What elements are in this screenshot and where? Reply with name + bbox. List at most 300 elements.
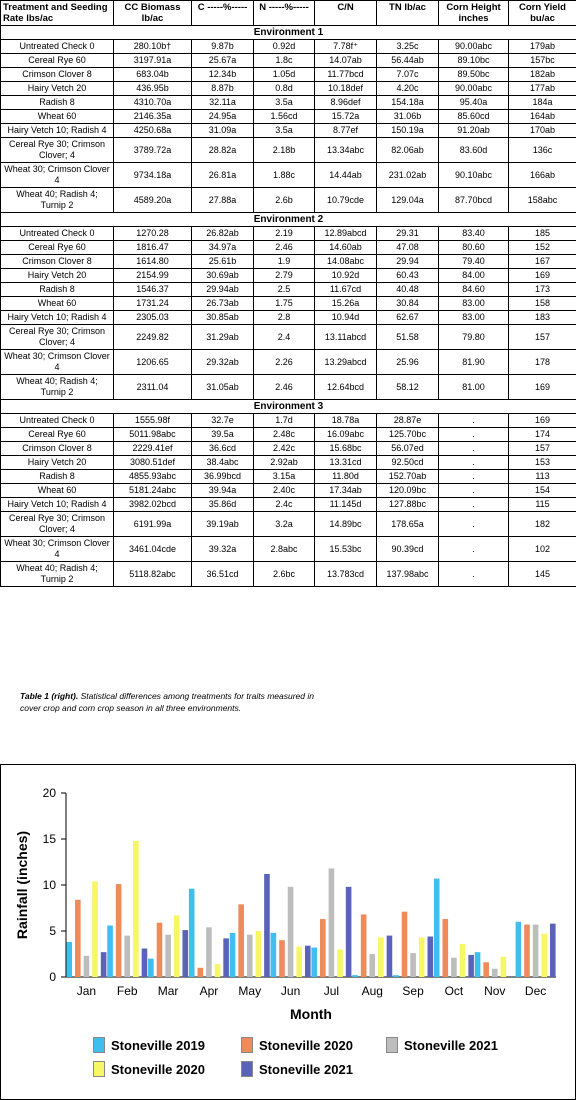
value-cell: 0.8d (254, 82, 315, 96)
value-cell: 4589.20a (114, 188, 192, 213)
table-row (1, 414, 576, 428)
value-cell: . (439, 498, 509, 512)
value-cell: 10.79cde (315, 188, 377, 213)
value-cell: 13.29abcd (315, 350, 377, 375)
value-cell: 62.67 (377, 311, 439, 325)
y-tick-label: 5 (49, 924, 56, 938)
value-cell: 31.06b (377, 110, 439, 124)
value-cell: 15.26a (315, 297, 377, 311)
bar (410, 953, 416, 977)
bar (107, 925, 113, 977)
value-cell: 154 (509, 484, 576, 498)
bar (230, 933, 236, 977)
bar (305, 946, 311, 977)
treatment-cell: Wheat 60 (1, 110, 114, 124)
treatment-cell: Wheat 30; Crimson Clover 4 (1, 350, 114, 375)
bar (443, 919, 449, 977)
bar (378, 937, 384, 977)
y-axis-label: Rainfall (inches) (14, 830, 30, 940)
table-row (1, 188, 576, 213)
value-cell: 34.97a (192, 241, 254, 255)
value-cell: 13.11abcd (315, 325, 377, 350)
treatment-cell: Wheat 40; Radish 4; Turnip 2 (1, 188, 114, 213)
value-cell: 13.34abc (315, 138, 377, 163)
treatment-cell: Wheat 60 (1, 484, 114, 498)
value-cell: 4.20c (377, 82, 439, 96)
value-cell: 32.7e (192, 414, 254, 428)
value-cell: 39.19ab (192, 512, 254, 537)
x-tick-label: Sep (402, 984, 424, 998)
treatment-cell: Cereal Rye 30; Crimson Clover; 4 (1, 512, 114, 537)
treatment-cell: Untreated Check 0 (1, 40, 114, 54)
value-cell: 27.88a (192, 188, 254, 213)
value-cell: 5181.24abc (114, 484, 192, 498)
value-cell: 2.79 (254, 269, 315, 283)
bar (264, 874, 270, 977)
table-row (1, 442, 576, 456)
bar (451, 958, 457, 977)
value-cell: 3982.02bcd (114, 498, 192, 512)
table-body (1, 26, 576, 587)
value-cell: 1.88c (254, 163, 315, 188)
value-cell: 2.19 (254, 227, 315, 241)
environment-header-row (1, 213, 576, 227)
value-cell: 47.08 (377, 241, 439, 255)
value-cell: 10.92d (315, 269, 377, 283)
legend-swatch (93, 1037, 105, 1053)
value-cell: 2.4c (254, 498, 315, 512)
value-cell: 5011.98abc (114, 428, 192, 442)
treatment-cell: Radish 8 (1, 283, 114, 297)
value-cell: 183 (509, 311, 576, 325)
treatment-cell: Cereal Rye 60 (1, 241, 114, 255)
value-cell: 436.95b (114, 82, 192, 96)
value-cell: 158abc (509, 188, 576, 213)
legend-item (386, 1037, 498, 1053)
legend-item (241, 1037, 353, 1053)
value-cell: 8.96def (315, 96, 377, 110)
bar (165, 935, 171, 977)
value-cell: 174 (509, 428, 576, 442)
value-cell: 184a (509, 96, 576, 110)
x-tick-label: Mar (157, 984, 179, 998)
value-cell: 36.6cd (192, 442, 254, 456)
value-cell: 2305.03 (114, 311, 192, 325)
value-cell: 12.89abcd (315, 227, 377, 241)
value-cell: 29.94 (377, 255, 439, 269)
value-cell: 26.82ab (192, 227, 254, 241)
bar (271, 933, 277, 977)
value-cell: 30.85ab (192, 311, 254, 325)
bar (393, 975, 399, 977)
table-row (1, 325, 576, 350)
value-cell: 31.09a (192, 124, 254, 138)
value-cell: 14.07ab (315, 54, 377, 68)
bar (296, 947, 302, 977)
y-tick-label: 10 (42, 878, 56, 892)
table-row (1, 124, 576, 138)
treatment-cell: Wheat 40; Radish 4; Turnip 2 (1, 375, 114, 400)
table-row (1, 40, 576, 54)
value-cell: 58.12 (377, 375, 439, 400)
legend-swatch (241, 1061, 253, 1077)
value-cell: 40.48 (377, 283, 439, 297)
value-cell: 31.29ab (192, 325, 254, 350)
x-tick-label: Oct (444, 984, 464, 998)
value-cell: 10.94d (315, 311, 377, 325)
value-cell: 17.34ab (315, 484, 377, 498)
value-cell: 102 (509, 537, 576, 562)
value-cell: 154.18a (377, 96, 439, 110)
value-cell: 11.67cd (315, 283, 377, 297)
value-cell: . (439, 562, 509, 587)
bar (346, 887, 352, 977)
value-cell: 89.10bc (439, 54, 509, 68)
bar (66, 942, 72, 977)
value-cell: 177ab (509, 82, 576, 96)
bar (182, 930, 188, 977)
value-cell: 2311.04 (114, 375, 192, 400)
value-cell: 60.43 (377, 269, 439, 283)
value-cell: 2.26 (254, 350, 315, 375)
value-cell: 1546.37 (114, 283, 192, 297)
x-tick-label: Apr (199, 984, 219, 998)
treatment-cell: Cereal Rye 30; Crimson Clover; 4 (1, 325, 114, 350)
value-cell: 31.05ab (192, 375, 254, 400)
value-cell: 150.19a (377, 124, 439, 138)
treatment-cell: Crimson Clover 8 (1, 255, 114, 269)
value-cell: 113 (509, 470, 576, 484)
bar (524, 925, 530, 977)
value-cell: 2.46 (254, 241, 315, 255)
bar (238, 904, 244, 977)
value-cell: 9.87b (192, 40, 254, 54)
header-n: N -----%----- (254, 1, 315, 26)
environment-title: Environment 1 (1, 26, 576, 40)
bar (133, 841, 139, 977)
value-cell: 4855.93abc (114, 470, 192, 484)
value-cell: . (439, 428, 509, 442)
bar (329, 868, 335, 977)
value-cell: 56.44ab (377, 54, 439, 68)
value-cell: 83.40 (439, 227, 509, 241)
value-cell: 2.48c (254, 428, 315, 442)
table-row (1, 283, 576, 297)
value-cell: 1614.80 (114, 255, 192, 269)
table-row (1, 484, 576, 498)
treatment-cell: Untreated Check 0 (1, 227, 114, 241)
bar (475, 952, 481, 977)
value-cell: 24.95a (192, 110, 254, 124)
header-c: C -----%----- (192, 1, 254, 26)
header-cc-biomass: CC Biomass lb/ac (114, 1, 192, 26)
bar (223, 938, 229, 977)
value-cell: 32.11a (192, 96, 254, 110)
value-cell: 179ab (509, 40, 576, 54)
x-tick-label: Feb (116, 984, 138, 998)
value-cell: 167 (509, 255, 576, 269)
table-row (1, 227, 576, 241)
value-cell: 15.68bc (315, 442, 377, 456)
value-cell: 1.75 (254, 297, 315, 311)
x-tick-label: Jul (323, 984, 340, 998)
x-axis-label: Month (290, 1006, 332, 1022)
legend-label: Stoneville 2020 (111, 1061, 205, 1077)
value-cell: 137.98abc (377, 562, 439, 587)
treatment-cell: Cereal Rye 60 (1, 54, 114, 68)
bar (92, 881, 98, 977)
value-cell: 38.4abc (192, 456, 254, 470)
value-cell: 90.10abc (439, 163, 509, 188)
bar (533, 925, 539, 977)
value-cell: 157 (509, 325, 576, 350)
bar (501, 957, 507, 977)
bar (320, 919, 326, 977)
value-cell: 178 (509, 350, 576, 375)
value-cell: 2.42c (254, 442, 315, 456)
chart-legend (1, 1025, 575, 1085)
value-cell: 3080.51def (114, 456, 192, 470)
bar (174, 915, 180, 977)
value-cell: 83.00 (439, 311, 509, 325)
value-cell: 2.92ab (254, 456, 315, 470)
bar (124, 936, 130, 977)
value-cell: 26.73ab (192, 297, 254, 311)
value-cell: 152.70ab (377, 470, 439, 484)
table-row (1, 82, 576, 96)
value-cell: 145 (509, 562, 576, 587)
value-cell: 153 (509, 456, 576, 470)
value-cell: 56.07ed (377, 442, 439, 456)
value-cell: 91.20ab (439, 124, 509, 138)
bar (434, 879, 440, 977)
value-cell: 115 (509, 498, 576, 512)
value-cell: 2.6b (254, 188, 315, 213)
bar (247, 935, 253, 977)
table-row (1, 241, 576, 255)
value-cell: 14.60ab (315, 241, 377, 255)
treatment-cell: Cereal Rye 60 (1, 428, 114, 442)
value-cell: 3.5a (254, 96, 315, 110)
value-cell: 85.60cd (439, 110, 509, 124)
value-cell: 14.89bc (315, 512, 377, 537)
bar (142, 948, 148, 977)
bar (516, 922, 522, 977)
value-cell: 7.07c (377, 68, 439, 82)
value-cell: 1206.65 (114, 350, 192, 375)
value-cell: 1270.28 (114, 227, 192, 241)
value-cell: 3.2a (254, 512, 315, 537)
table-row (1, 512, 576, 537)
value-cell: 35.86d (192, 498, 254, 512)
legend-label: Stoneville 2021 (404, 1037, 498, 1053)
value-cell: 127.88bc (377, 498, 439, 512)
treatment-cell: Cereal Rye 30; Crimson Clover; 4 (1, 138, 114, 163)
value-cell: 14.08abc (315, 255, 377, 269)
value-cell: 13.31cd (315, 456, 377, 470)
value-cell: 152 (509, 241, 576, 255)
table-row (1, 428, 576, 442)
legend-label: Stoneville 2019 (111, 1037, 205, 1053)
value-cell: 170ab (509, 124, 576, 138)
legend-label: Stoneville 2020 (259, 1037, 353, 1053)
legend-swatch (386, 1037, 398, 1053)
bar (483, 962, 489, 977)
value-cell: 81.00 (439, 375, 509, 400)
value-cell: 5118.82abc (114, 562, 192, 587)
value-cell: 169 (509, 375, 576, 400)
bar (427, 937, 433, 977)
value-cell: 90.00abc (439, 40, 509, 54)
y-tick-label: 0 (49, 970, 56, 984)
header-corn-height: Corn Height inches (439, 1, 509, 26)
value-cell: . (439, 456, 509, 470)
y-tick-label: 15 (42, 832, 56, 846)
bar (468, 955, 474, 977)
value-cell: 1.56cd (254, 110, 315, 124)
treatment-cell: Hairy Vetch 20 (1, 82, 114, 96)
table-row (1, 110, 576, 124)
value-cell: 90.39cd (377, 537, 439, 562)
value-cell: 2.5 (254, 283, 315, 297)
bar (288, 887, 294, 977)
value-cell: 3.5a (254, 124, 315, 138)
treatment-cell: Hairy Vetch 10; Radish 4 (1, 124, 114, 138)
value-cell: 4310.70a (114, 96, 192, 110)
x-tick-label: Jun (280, 984, 301, 998)
value-cell: 87.70bcd (439, 188, 509, 213)
bar (206, 927, 212, 977)
value-cell: 84.60 (439, 283, 509, 297)
value-cell: 166ab (509, 163, 576, 188)
value-cell: 7.78f⁺ (315, 40, 377, 54)
value-cell: 8.77ef (315, 124, 377, 138)
bar (189, 889, 195, 977)
bar (460, 944, 466, 977)
bar (352, 975, 358, 977)
value-cell: 16.09abc (315, 428, 377, 442)
table-row (1, 562, 576, 587)
value-cell: 29.94ab (192, 283, 254, 297)
value-cell: 2229.41ef (114, 442, 192, 456)
value-cell: 1.8c (254, 54, 315, 68)
value-cell: 2154.99 (114, 269, 192, 283)
value-cell: 157 (509, 442, 576, 456)
value-cell: 2.40c (254, 484, 315, 498)
treatment-cell: Hairy Vetch 10; Radish 4 (1, 498, 114, 512)
legend-item (241, 1061, 353, 1077)
value-cell: 280.10b† (114, 40, 192, 54)
value-cell: 25.67a (192, 54, 254, 68)
value-cell: 90.00abc (439, 82, 509, 96)
value-cell: 36.99bcd (192, 470, 254, 484)
value-cell: . (439, 470, 509, 484)
value-cell: 29.31 (377, 227, 439, 241)
treatment-cell: Crimson Clover 8 (1, 68, 114, 82)
treatment-cell: Wheat 30; Crimson Clover 4 (1, 163, 114, 188)
value-cell: . (439, 537, 509, 562)
bar (198, 968, 204, 977)
table-row (1, 54, 576, 68)
treatment-cell: Wheat 40; Radish 4; Turnip 2 (1, 562, 114, 587)
table-row (1, 498, 576, 512)
value-cell: 25.61b (192, 255, 254, 269)
legend-item (93, 1037, 205, 1053)
value-cell: 3789.72a (114, 138, 192, 163)
x-tick-label: Jan (76, 984, 97, 998)
value-cell: 683.04b (114, 68, 192, 82)
value-cell: 1816.47 (114, 241, 192, 255)
value-cell: 2.8 (254, 311, 315, 325)
value-cell: 1.9 (254, 255, 315, 269)
table-row (1, 297, 576, 311)
value-cell: 169 (509, 414, 576, 428)
bar (157, 923, 163, 977)
value-cell: 30.69ab (192, 269, 254, 283)
value-cell: 84.00 (439, 269, 509, 283)
environment-header-row (1, 400, 576, 414)
value-cell: 11.80d (315, 470, 377, 484)
bar (75, 900, 81, 977)
x-tick-label: Dec (524, 984, 547, 998)
value-cell: 0.92d (254, 40, 315, 54)
bar (84, 956, 90, 977)
caption-text: Statistical differences among treatments for traits measured in cover crop and corn crop season in all three environments. (20, 691, 314, 713)
value-cell: 30.84 (377, 297, 439, 311)
value-cell: 39.5a (192, 428, 254, 442)
bar (361, 914, 367, 977)
table-row (1, 68, 576, 82)
value-cell: 15.53bc (315, 537, 377, 562)
bar (101, 952, 107, 977)
value-cell: 8.87b (192, 82, 254, 96)
value-cell: . (439, 442, 509, 456)
value-cell: . (439, 484, 509, 498)
value-cell: 11.145d (315, 498, 377, 512)
value-cell: 79.80 (439, 325, 509, 350)
value-cell: 182 (509, 512, 576, 537)
value-cell: 1731.24 (114, 297, 192, 311)
treatment-cell: Wheat 30; Crimson Clover 4 (1, 537, 114, 562)
value-cell: 12.64bcd (315, 375, 377, 400)
legend-item (93, 1061, 205, 1077)
y-tick-label: 20 (42, 786, 56, 800)
value-cell: 2249.82 (114, 325, 192, 350)
value-cell: 36.51cd (192, 562, 254, 587)
value-cell: 178.65a (377, 512, 439, 537)
value-cell: 2.8abc (254, 537, 315, 562)
value-cell: 3.15a (254, 470, 315, 484)
rainfall-chart (0, 764, 576, 1100)
value-cell: 9734.18a (114, 163, 192, 188)
value-cell: 129.04a (377, 188, 439, 213)
value-cell: 25.96 (377, 350, 439, 375)
value-cell: 95.40a (439, 96, 509, 110)
value-cell: 120.09bc (377, 484, 439, 498)
table-row (1, 456, 576, 470)
table-row (1, 537, 576, 562)
value-cell: 12.34b (192, 68, 254, 82)
value-cell: 158 (509, 297, 576, 311)
value-cell: 80.60 (439, 241, 509, 255)
treatment-cell: Radish 8 (1, 470, 114, 484)
value-cell: 2.18b (254, 138, 315, 163)
value-cell: 81.90 (439, 350, 509, 375)
value-cell: 79.40 (439, 255, 509, 269)
value-cell: 6191.99a (114, 512, 192, 537)
value-cell: 125.70bc (377, 428, 439, 442)
value-cell: 28.82a (192, 138, 254, 163)
